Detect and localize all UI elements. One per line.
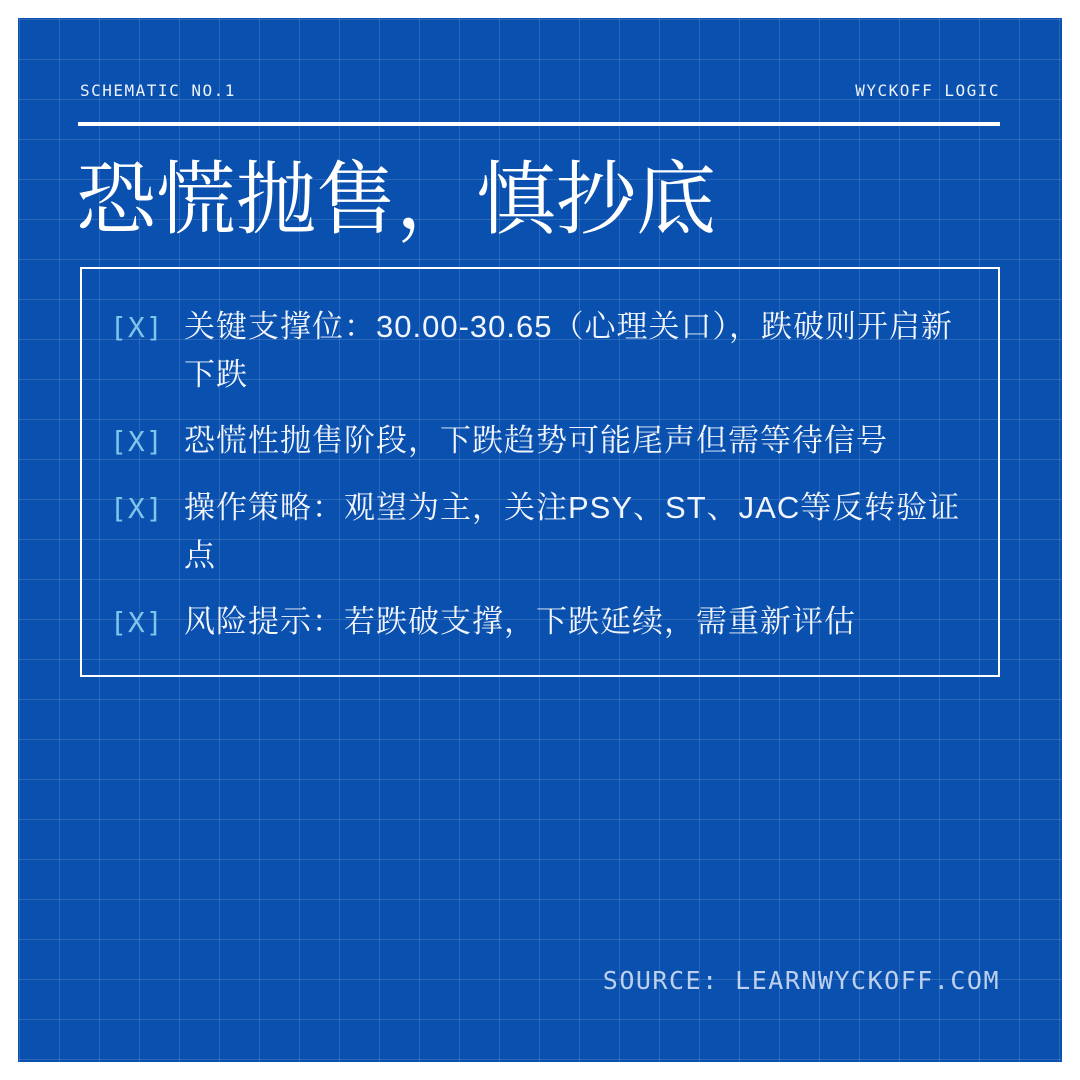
list-item	[110, 303, 964, 399]
checkbox-marker: [X]	[110, 311, 164, 344]
list-item-text: 操作策略：观望为主，关注PSY、ST、JAC等反转验证点	[184, 490, 961, 573]
list-item-text: 风险提示：若跌破支撑，下跌延续，需重新评估	[184, 604, 856, 639]
checklist-box	[80, 267, 1000, 677]
page-title: 恐慌抛售，慎抄底	[76, 155, 716, 244]
checkbox-marker: [X]	[110, 492, 164, 525]
list-item	[110, 484, 964, 580]
source-credit: SOURCE: LEARNWYCKOFF.COM	[602, 966, 1000, 995]
header-row	[80, 81, 1000, 100]
header-divider	[78, 122, 1000, 126]
checkbox-marker: [X]	[110, 425, 164, 458]
schematic-number-label: SCHEMATIC NO.1	[80, 81, 236, 100]
wyckoff-logic-label: WYCKOFF LOGIC	[855, 81, 1000, 100]
checkbox-marker: [X]	[110, 606, 164, 639]
blueprint-panel	[18, 18, 1062, 1062]
list-item-text: 关键支撑位：30.00-30.65（心理关口），跌破则开启新下跌	[184, 309, 953, 392]
list-item	[110, 417, 964, 466]
list-item-text: 恐慌性抛售阶段，下跌趋势可能尾声但需等待信号	[184, 423, 888, 458]
list-item	[110, 598, 964, 647]
